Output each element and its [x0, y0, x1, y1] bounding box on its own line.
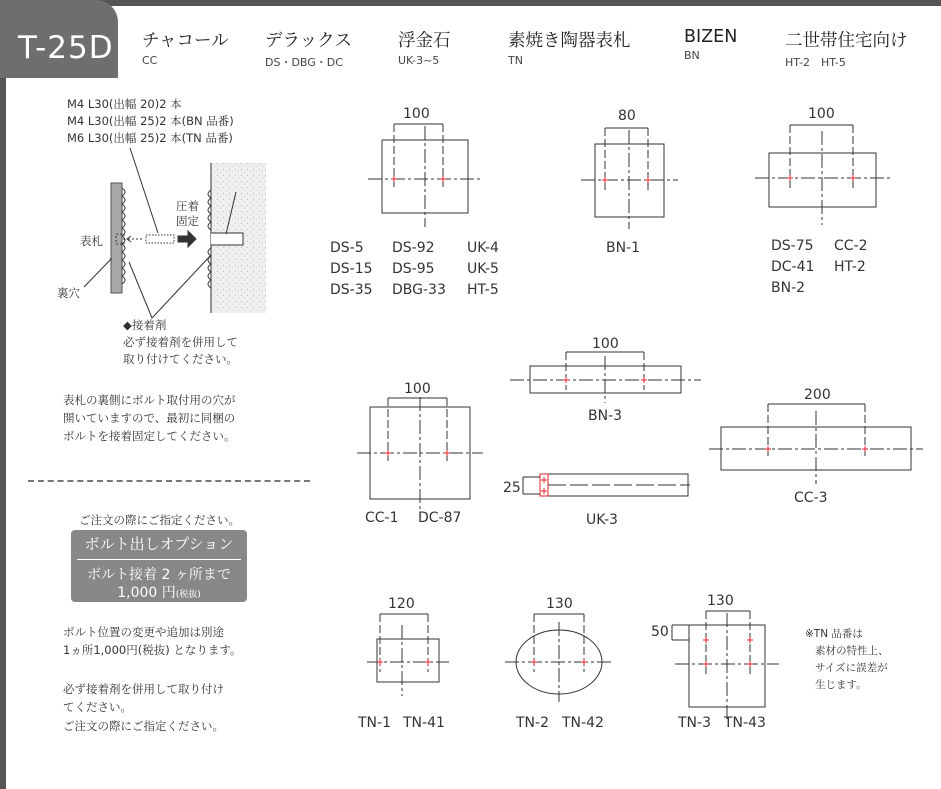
dim-tn2-width: 130 — [546, 596, 573, 612]
fix-arrow — [178, 231, 196, 247]
option-adhesive-note-2: てください。 — [63, 700, 132, 714]
bolt-note-3: ボルトを接着固定してください。 — [63, 429, 236, 443]
model-bn-3: BN-3 — [588, 408, 623, 424]
category-code: CC — [142, 54, 158, 67]
category-code: HT-2 HT-5 — [785, 56, 846, 69]
model-dbg-33: DBG-33 — [392, 282, 446, 298]
category-name: BIZEN — [684, 27, 738, 47]
tn-note-3: サイズに誤差が — [815, 662, 888, 674]
back-hole-leader — [84, 258, 112, 287]
dim-ds-width: 100 — [403, 106, 430, 122]
press-fix-label-2: 固定 — [176, 214, 199, 228]
model-tn-42: TN-42 — [562, 715, 604, 731]
dim-tn1-width: 120 — [388, 596, 415, 612]
model-ht-5: HT-5 — [467, 282, 499, 298]
category-name: 二世帯住宅向け — [785, 31, 908, 51]
dim-cc1-width: 100 — [404, 381, 431, 397]
category-name: デラックス — [265, 31, 352, 51]
dim-ht-width: 100 — [808, 106, 835, 122]
model-ds-5: DS-5 — [330, 240, 364, 256]
category-code: BN — [684, 49, 700, 62]
model-ht-2: HT-2 — [834, 259, 866, 275]
bolt-spec-2: M4 L30(出幅 25)2 本(BN 品番) — [67, 114, 234, 128]
bolt-note-2: 開いていますので、最初に同梱の — [63, 411, 236, 425]
option-adhesive-note-3: ご注文の際にご指定ください。 — [63, 719, 224, 733]
dim-uk3-height: 25 — [503, 480, 521, 496]
model-tn-41: TN-41 — [403, 715, 445, 731]
category-code: TN — [508, 54, 523, 67]
bolt-spec-1: M4 L30(出幅 20)2 本 — [67, 97, 182, 111]
option-intro: ご注文の際にご指定ください。 — [79, 513, 240, 527]
model-tn-43: TN-43 — [724, 715, 766, 731]
product-code: T-25D — [18, 30, 114, 66]
option-price: 1,000 円 — [117, 585, 176, 601]
option-adhesive-note-1: 必ず接着剤を併用して取り付け — [63, 682, 224, 696]
model-uk-4: UK-4 — [467, 240, 499, 256]
option-detail: ボルト接着 2 ヶ所まで — [87, 567, 231, 583]
tn-note — [805, 626, 889, 694]
category-code: DS・DBG・DC — [265, 56, 343, 69]
tn-note-1: ※TN 品番は — [805, 628, 863, 640]
dim-tn3-offset: 50 — [651, 624, 669, 640]
installation-diagram — [84, 148, 266, 318]
tn1-outline — [377, 639, 439, 682]
leader-line — [130, 148, 158, 233]
model-uk-5: UK-5 — [467, 261, 499, 277]
model-tn-3: TN-3 — [678, 715, 711, 731]
adhesive-note-1: 必ず接着剤を併用して — [123, 335, 238, 349]
category-code: UK-3~5 — [398, 54, 440, 67]
press-fix-label-1: 圧着 — [176, 199, 199, 213]
adhesive-leader-2 — [152, 255, 211, 318]
bolt-note-1: 表札の裏側にボルト取付用の穴が — [63, 393, 236, 407]
model-ds-35: DS-35 — [330, 282, 373, 298]
model-dc-87: DC-87 — [418, 510, 462, 526]
model-uk-3: UK-3 — [586, 512, 618, 528]
bolt — [146, 235, 174, 243]
back-hole-label: 裏穴 — [57, 286, 80, 300]
adhesive-title: ◆接着剤 — [123, 318, 167, 332]
option-title: ボルト出しオプション — [84, 535, 234, 553]
model-cc-1: CC-1 — [365, 510, 399, 526]
model-ds-95: DS-95 — [392, 261, 435, 277]
model-tn-2: TN-2 — [516, 715, 549, 731]
model-cc-3: CC-3 — [794, 490, 828, 506]
mount-hole — [211, 233, 243, 245]
model-ds-75: DS-75 — [771, 238, 814, 254]
model-tn-1: TN-1 — [358, 715, 391, 731]
option-tax: (税抜) — [175, 590, 201, 600]
bolt-spec-3: M6 L30(出幅 25)2 本(TN 品番) — [67, 131, 233, 145]
model-bn-2: BN-2 — [771, 280, 806, 296]
category-name: 素焼き陶器表札 — [508, 31, 631, 51]
change-note-2: 1ヵ所1,000円(税抜) となります。 — [63, 643, 242, 657]
dim-bn1-width: 80 — [618, 108, 636, 124]
model-cc-2: CC-2 — [834, 238, 868, 254]
change-note-1: ボルト位置の変更や追加は別途 — [63, 625, 224, 639]
model-ds-92: DS-92 — [392, 240, 435, 256]
category-name: 浮金石 — [398, 31, 451, 51]
adhesive-leader-1 — [129, 262, 152, 318]
dim-tn3-width: 130 — [707, 593, 734, 609]
model-dc-41: DC-41 — [771, 259, 815, 275]
model-ds-15: DS-15 — [330, 261, 373, 277]
dim-bn3-width: 100 — [592, 336, 619, 352]
tn-note-4: 生じます。 — [815, 679, 867, 691]
model-bn-1: BN-1 — [606, 240, 641, 256]
nameplate-label: 表札 — [80, 234, 103, 248]
adhesive-note-2: 取り付けてください。 — [123, 352, 238, 366]
category-name: チャコール — [142, 31, 229, 51]
dim-cc3-width: 200 — [804, 387, 831, 403]
tn-note-2: 素材の特性上、 — [815, 645, 889, 657]
